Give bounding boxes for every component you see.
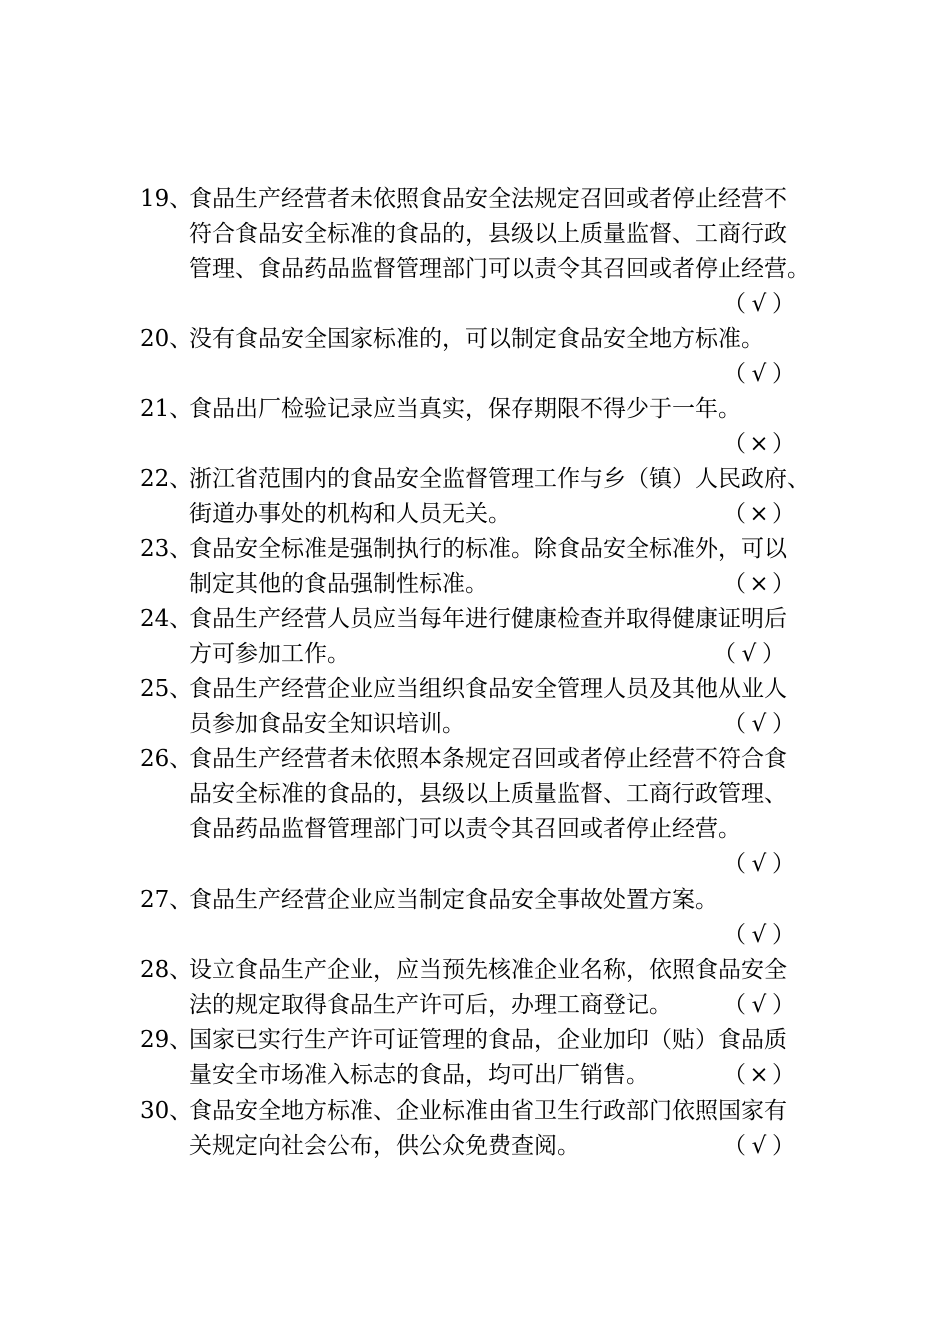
question-text-line: 食品生产经营者未依照本条规定召回或者停止经营不符合食 <box>189 746 787 772</box>
bracket-close: ） <box>772 361 795 387</box>
answer-mark <box>723 847 795 882</box>
question-27 <box>140 883 830 953</box>
question-text-line: 食品药品监督管理部门可以责令其召回或者停止经营。 <box>189 816 741 842</box>
question-number: 19、 <box>140 186 193 212</box>
bracket-close: ） <box>772 922 795 948</box>
question-23 <box>140 532 830 602</box>
answer-symbol: √ <box>751 711 767 737</box>
bracket-close: ） <box>772 711 795 737</box>
answer-mark <box>723 918 795 953</box>
answer-mark <box>723 988 795 1023</box>
answer-symbol: × <box>749 431 769 457</box>
question-21 <box>140 392 830 462</box>
bracket-close: ） <box>772 992 795 1018</box>
answer-mark <box>723 567 795 602</box>
question-text-line: 街道办事处的机构和人员无关。 <box>189 501 511 527</box>
question-text-line: 食品生产经营者未依照食品安全法规定召回或者停止经营不 <box>189 186 787 212</box>
question-text-line: 食品出厂检验记录应当真实，保存期限不得少于一年。 <box>189 396 741 422</box>
question-text-line: 方可参加工作。 <box>189 641 350 667</box>
bracket-open: （ <box>723 501 746 527</box>
answer-mark <box>713 637 785 672</box>
bracket-close: ） <box>772 431 795 457</box>
question-number: 30、 <box>140 1098 193 1124</box>
bracket-open: （ <box>723 1062 746 1088</box>
question-text-line: 食品生产经营人员应当每年进行健康检查并取得健康证明后 <box>189 606 787 632</box>
question-number: 23、 <box>140 536 193 562</box>
question-text-line: 食品生产经营企业应当组织食品安全管理人员及其他从业人 <box>189 676 787 702</box>
question-20 <box>140 322 830 392</box>
answer-mark <box>723 427 795 462</box>
bracket-open: （ <box>723 571 746 597</box>
question-text-line: 品安全标准的食品的，县级以上质量监督、工商行政管理、 <box>189 781 787 807</box>
bracket-close: ） <box>772 851 795 877</box>
question-text-line: 员参加食品安全知识培训。 <box>189 711 465 737</box>
question-number: 28、 <box>140 957 193 983</box>
bracket-open: （ <box>723 922 746 948</box>
bracket-open: （ <box>723 711 746 737</box>
question-number: 29、 <box>140 1027 193 1053</box>
question-22 <box>140 462 830 532</box>
answer-symbol: √ <box>751 851 767 877</box>
bracket-close: ） <box>772 1062 795 1088</box>
answer-mark <box>723 1129 795 1164</box>
bracket-open: （ <box>723 851 746 877</box>
question-text-line: 符合食品安全标准的食品的，县级以上质量监督、工商行政 <box>189 221 787 247</box>
bracket-close: ） <box>772 1133 795 1159</box>
bracket-open: （ <box>723 361 746 387</box>
question-text-line: 浙江省范围内的食品安全监督管理工作与乡（镇）人民政府、 <box>189 466 810 492</box>
question-text-line: 食品安全标准是强制执行的标准。除食品安全标准外，可以 <box>189 536 787 562</box>
question-number: 25、 <box>140 676 193 702</box>
answer-mark <box>723 707 795 742</box>
question-text-line: 食品生产经营企业应当制定食品安全事故处置方案。 <box>189 887 718 913</box>
answer-symbol: × <box>749 501 769 527</box>
question-24 <box>140 602 830 672</box>
bracket-close: ） <box>762 641 785 667</box>
question-30 <box>140 1094 830 1164</box>
answer-symbol: √ <box>741 641 757 667</box>
answer-mark <box>723 1058 795 1093</box>
answer-symbol: × <box>749 571 769 597</box>
answer-symbol: √ <box>751 291 767 317</box>
question-text-line: 量安全市场准入标志的食品，均可出厂销售。 <box>189 1062 649 1088</box>
bracket-close: ） <box>772 501 795 527</box>
question-text-line: 制定其他的食品强制性标准。 <box>189 571 488 597</box>
question-text-line: 设立食品生产企业，应当预先核准企业名称，依照食品安全 <box>189 957 787 983</box>
question-number: 27、 <box>140 887 193 913</box>
bracket-close: ） <box>772 571 795 597</box>
bracket-open: （ <box>723 431 746 457</box>
question-number: 20、 <box>140 326 193 352</box>
question-26 <box>140 742 830 882</box>
bracket-close: ） <box>772 291 795 317</box>
answer-symbol: √ <box>751 1133 767 1159</box>
answer-symbol: √ <box>751 992 767 1018</box>
question-19 <box>140 182 830 322</box>
question-text-line: 国家已实行生产许可证管理的食品，企业加印（贴）食品质 <box>189 1027 787 1053</box>
answer-symbol: √ <box>751 922 767 948</box>
question-number: 22、 <box>140 466 193 492</box>
answer-mark <box>723 357 795 392</box>
question-25 <box>140 672 830 742</box>
bracket-open: （ <box>713 641 736 667</box>
question-text-line: 没有食品安全国家标准的，可以制定食品安全地方标准。 <box>189 326 764 352</box>
answer-symbol: × <box>749 1062 769 1088</box>
question-text-line: 食品安全地方标准、企业标准由省卫生行政部门依照国家有 <box>189 1098 787 1124</box>
answer-mark <box>723 287 795 322</box>
question-number: 21、 <box>140 396 193 422</box>
answer-symbol: √ <box>751 361 767 387</box>
question-text-line: 管理、食品药品监督管理部门可以责令其召回或者停止经营。 <box>189 256 810 282</box>
question-text-line: 关规定向社会公布，供公众免费查阅。 <box>189 1133 580 1159</box>
question-29 <box>140 1023 830 1093</box>
question-number: 26、 <box>140 746 193 772</box>
bracket-open: （ <box>723 1133 746 1159</box>
question-28 <box>140 953 830 1023</box>
bracket-open: （ <box>723 291 746 317</box>
question-text-line: 法的规定取得食品生产许可后，办理工商登记。 <box>189 992 672 1018</box>
answer-mark <box>723 497 795 532</box>
bracket-open: （ <box>723 992 746 1018</box>
question-number: 24、 <box>140 606 193 632</box>
